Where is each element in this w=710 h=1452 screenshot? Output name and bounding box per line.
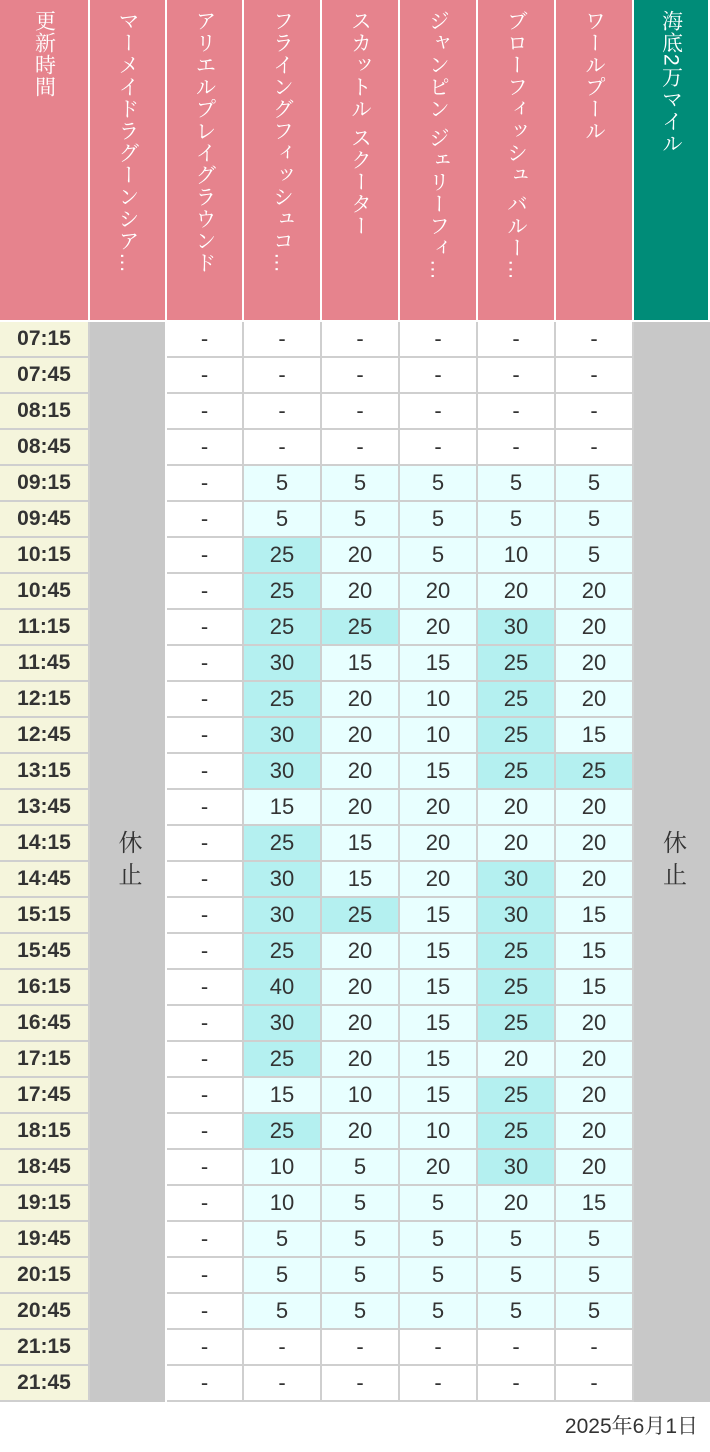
wait-time-cell: 30 — [244, 646, 322, 682]
wait-time-cell: 10 — [244, 1186, 322, 1222]
wait-time-cell: - — [167, 394, 244, 430]
wait-time-cell: 20 — [478, 1186, 556, 1222]
wait-time-cell: 20 — [322, 754, 400, 790]
wait-time-cell: - — [167, 466, 244, 502]
time-label: 18:15 — [0, 1114, 90, 1150]
column-header — [90, 0, 167, 320]
wait-time-cell: 5 — [400, 1186, 478, 1222]
column-header-label: スカットル スクーター — [348, 10, 372, 237]
wait-time-cell: 20 — [478, 826, 556, 862]
wait-time-cell: - — [167, 1186, 244, 1222]
wait-time-cell: - — [322, 358, 400, 394]
wait-time-cell: 25 — [244, 574, 322, 610]
wait-time-cell: - — [478, 1330, 556, 1366]
wait-time-cell: 5 — [556, 1258, 634, 1294]
closed-status — [634, 322, 710, 1402]
wait-time-cell: - — [400, 1366, 478, 1402]
wait-time-cell: 20 — [322, 538, 400, 574]
time-label: 14:45 — [0, 862, 90, 898]
time-label: 18:45 — [0, 1150, 90, 1186]
column-header — [400, 0, 478, 320]
column-header — [244, 0, 322, 320]
wait-time-cell: - — [322, 322, 400, 358]
wait-time-cell: - — [556, 394, 634, 430]
time-label: 17:45 — [0, 1078, 90, 1114]
wait-time-cell: 15 — [556, 934, 634, 970]
wait-time-cell: - — [244, 1366, 322, 1402]
time-label: 21:45 — [0, 1366, 90, 1402]
time-label: 08:45 — [0, 430, 90, 466]
time-label: 10:15 — [0, 538, 90, 574]
wait-time-cell: - — [167, 1042, 244, 1078]
time-label: 10:45 — [0, 574, 90, 610]
wait-time-cell: 15 — [244, 1078, 322, 1114]
wait-time-cell: - — [167, 1294, 244, 1330]
wait-time-cell: - — [556, 1366, 634, 1402]
wait-time-cell: 25 — [478, 1006, 556, 1042]
wait-time-cell: 5 — [322, 1186, 400, 1222]
wait-time-cell: - — [400, 394, 478, 430]
column-header-label: ワールプール — [582, 10, 606, 142]
wait-time-cell: - — [167, 1006, 244, 1042]
wait-time-cell: 20 — [322, 682, 400, 718]
wait-time-cell: 20 — [322, 970, 400, 1006]
wait-time-cell: 20 — [400, 862, 478, 898]
wait-time-cell: 20 — [400, 1150, 478, 1186]
wait-time-cell: - — [167, 610, 244, 646]
wait-time-cell: 5 — [478, 466, 556, 502]
wait-time-cell: 20 — [322, 1114, 400, 1150]
wait-time-cell: - — [556, 322, 634, 358]
wait-time-cell: 5 — [322, 1294, 400, 1330]
wait-time-cell: - — [322, 430, 400, 466]
wait-time-cell: - — [478, 322, 556, 358]
wait-time-cell: 10 — [322, 1078, 400, 1114]
wait-time-cell: 5 — [478, 502, 556, 538]
wait-time-cell: 20 — [556, 1078, 634, 1114]
wait-time-cell: - — [167, 934, 244, 970]
wait-time-cell: - — [167, 430, 244, 466]
time-label: 11:15 — [0, 610, 90, 646]
wait-time-cell: 15 — [400, 970, 478, 1006]
wait-time-cell: - — [167, 1150, 244, 1186]
time-label: 12:15 — [0, 682, 90, 718]
wait-time-cell: 15 — [556, 970, 634, 1006]
wait-time-cell: 10 — [400, 1114, 478, 1150]
time-label: 21:15 — [0, 1330, 90, 1366]
wait-time-cell: 5 — [400, 1258, 478, 1294]
wait-time-cell: 5 — [244, 466, 322, 502]
wait-time-cell: 10 — [244, 1150, 322, 1186]
wait-time-cell: 5 — [322, 1258, 400, 1294]
wait-time-cell: 25 — [244, 538, 322, 574]
wait-time-cell: 25 — [244, 934, 322, 970]
wait-time-cell: - — [478, 394, 556, 430]
wait-time-cell: - — [478, 1366, 556, 1402]
wait-time-cell: 15 — [400, 1042, 478, 1078]
wait-time-cell: 25 — [322, 610, 400, 646]
wait-time-cell: 5 — [322, 1222, 400, 1258]
wait-time-cell: 15 — [400, 898, 478, 934]
wait-time-cell: 25 — [244, 1114, 322, 1150]
wait-time-cell: 5 — [556, 538, 634, 574]
wait-time-cell: 10 — [478, 538, 556, 574]
wait-time-cell: 20 — [322, 934, 400, 970]
time-label: 13:15 — [0, 754, 90, 790]
closed-status-label: 休止 — [114, 830, 141, 894]
wait-time-cell: 20 — [556, 790, 634, 826]
wait-time-cell: - — [244, 1330, 322, 1366]
wait-time-cell: - — [167, 358, 244, 394]
wait-time-cell: 20 — [556, 826, 634, 862]
wait-time-cell: 20 — [478, 790, 556, 826]
column-header — [322, 0, 400, 320]
wait-time-cell: 15 — [244, 790, 322, 826]
wait-time-cell: 20 — [556, 1042, 634, 1078]
column-header — [478, 0, 556, 320]
wait-time-cell: 5 — [556, 466, 634, 502]
wait-time-cell: 25 — [478, 1078, 556, 1114]
wait-time-cell: 30 — [478, 610, 556, 646]
wait-time-cell: - — [167, 1366, 244, 1402]
closed-status-label: 休止 — [658, 830, 686, 894]
time-label: 08:15 — [0, 394, 90, 430]
update-date: 2025年6月1日 — [564, 1415, 698, 1438]
wait-time-cell: 20 — [322, 790, 400, 826]
wait-time-cell: 5 — [556, 1294, 634, 1330]
wait-time-cell: - — [167, 1078, 244, 1114]
header-time — [0, 0, 90, 320]
time-label: 20:15 — [0, 1258, 90, 1294]
wait-time-cell: 25 — [478, 934, 556, 970]
column-header-label: ジャンピン ジェリーフィ… — [426, 10, 450, 281]
wait-time-cell: 15 — [400, 1006, 478, 1042]
wait-time-cell: 25 — [478, 718, 556, 754]
time-label: 07:15 — [0, 322, 90, 358]
wait-time-cell: 5 — [556, 1222, 634, 1258]
time-label: 14:15 — [0, 826, 90, 862]
wait-time-cell: 20 — [556, 1114, 634, 1150]
wait-time-cell: - — [167, 682, 244, 718]
wait-time-cell: 20 — [556, 862, 634, 898]
column-header — [556, 0, 634, 320]
wait-time-cell: - — [167, 1114, 244, 1150]
wait-time-cell: - — [167, 1330, 244, 1366]
wait-time-cell: - — [167, 538, 244, 574]
wait-time-cell: 10 — [400, 718, 478, 754]
time-label: 17:15 — [0, 1042, 90, 1078]
wait-time-cell: 20 — [556, 1150, 634, 1186]
wait-time-cell: 20 — [556, 646, 634, 682]
wait-time-cell: 20 — [400, 826, 478, 862]
wait-time-cell: - — [478, 430, 556, 466]
wait-time-cell: 5 — [556, 502, 634, 538]
wait-time-cell: - — [400, 358, 478, 394]
column-header-label: ブローフィッシュ バルー… — [504, 10, 528, 281]
wait-time-cell: - — [167, 898, 244, 934]
wait-time-cell: 5 — [244, 1222, 322, 1258]
closed-status — [90, 322, 165, 1402]
wait-time-cell: - — [244, 358, 322, 394]
column-header — [167, 0, 244, 320]
wait-time-cell: 30 — [244, 898, 322, 934]
wait-time-cell: - — [244, 430, 322, 466]
wait-time-cell: 25 — [244, 826, 322, 862]
wait-time-cell: 20 — [556, 610, 634, 646]
wait-time-cell: 30 — [478, 862, 556, 898]
column-header-label: マーメイドラグーンシア… — [116, 10, 139, 274]
wait-time-cell: 15 — [400, 1078, 478, 1114]
wait-time-cell: 30 — [478, 1150, 556, 1186]
wait-time-cell: - — [322, 1330, 400, 1366]
time-label: 07:45 — [0, 358, 90, 394]
wait-time-cell: 5 — [322, 502, 400, 538]
time-label: 20:45 — [0, 1294, 90, 1330]
column-header-label: 更新時間 — [32, 10, 56, 98]
time-label: 16:45 — [0, 1006, 90, 1042]
wait-time-cell: 30 — [244, 1006, 322, 1042]
wait-time-cell: 30 — [244, 718, 322, 754]
wait-time-cell: 5 — [400, 466, 478, 502]
wait-time-cell: - — [167, 718, 244, 754]
wait-time-cell: 5 — [400, 538, 478, 574]
wait-time-cell: 15 — [400, 646, 478, 682]
wait-time-cell: 40 — [244, 970, 322, 1006]
wait-time-cell: 25 — [244, 610, 322, 646]
time-label: 15:15 — [0, 898, 90, 934]
wait-time-cell: 25 — [478, 646, 556, 682]
wait-time-cell: - — [167, 1222, 244, 1258]
wait-time-cell: 30 — [244, 862, 322, 898]
time-label: 09:15 — [0, 466, 90, 502]
wait-time-cell: 20 — [400, 790, 478, 826]
wait-time-cell: - — [167, 862, 244, 898]
wait-time-cell: 20 — [556, 682, 634, 718]
wait-time-cell: 25 — [478, 1114, 556, 1150]
wait-time-cell: 20 — [478, 574, 556, 610]
wait-time-cell: 25 — [244, 682, 322, 718]
wait-time-cell: 5 — [400, 1222, 478, 1258]
wait-time-cell: - — [244, 322, 322, 358]
wait-time-cell: - — [167, 754, 244, 790]
wait-time-cell: - — [478, 358, 556, 394]
wait-time-cell: 10 — [400, 682, 478, 718]
wait-time-cell: - — [400, 430, 478, 466]
wait-time-cell: 5 — [322, 466, 400, 502]
wait-time-cell: 25 — [556, 754, 634, 790]
wait-time-cell: 20 — [400, 574, 478, 610]
wait-time-cell: 5 — [478, 1258, 556, 1294]
wait-time-cell: 30 — [244, 754, 322, 790]
wait-time-cell: 15 — [322, 646, 400, 682]
time-label: 13:45 — [0, 790, 90, 826]
wait-time-cell: 15 — [400, 754, 478, 790]
wait-time-cell: 5 — [244, 502, 322, 538]
time-label: 15:45 — [0, 934, 90, 970]
wait-time-cell: - — [400, 322, 478, 358]
wait-time-cell: 5 — [400, 502, 478, 538]
wait-time-cell: - — [167, 970, 244, 1006]
time-label: 16:15 — [0, 970, 90, 1006]
wait-time-cell: 30 — [478, 898, 556, 934]
wait-time-cell: 20 — [322, 1006, 400, 1042]
column-header-label: 海底2万マイル — [659, 10, 683, 155]
wait-time-cell: - — [167, 826, 244, 862]
wait-time-cell: 25 — [322, 898, 400, 934]
wait-time-cell: 15 — [556, 1186, 634, 1222]
time-label: 19:15 — [0, 1186, 90, 1222]
wait-time-cell: 20 — [322, 718, 400, 754]
wait-time-cell: 15 — [556, 718, 634, 754]
column-header — [634, 0, 710, 320]
wait-time-cell: 15 — [322, 862, 400, 898]
wait-time-cell: 20 — [556, 1006, 634, 1042]
wait-time-cell: - — [400, 1330, 478, 1366]
wait-time-cell: 20 — [322, 1042, 400, 1078]
wait-time-cell: 25 — [478, 754, 556, 790]
column-header-label: フライングフィッシュコ… — [270, 10, 294, 274]
wait-time-cell: - — [322, 1366, 400, 1402]
time-label: 09:45 — [0, 502, 90, 538]
wait-time-cell: 20 — [478, 1042, 556, 1078]
wait-time-cell: 20 — [400, 610, 478, 646]
wait-time-cell: - — [556, 1330, 634, 1366]
wait-time-cell: - — [556, 430, 634, 466]
wait-time-cell: 5 — [400, 1294, 478, 1330]
wait-time-cell: - — [167, 1258, 244, 1294]
wait-time-cell: 5 — [478, 1222, 556, 1258]
wait-time-cell: 5 — [322, 1150, 400, 1186]
wait-time-cell: - — [167, 646, 244, 682]
wait-time-cell: - — [167, 790, 244, 826]
wait-time-cell: - — [167, 574, 244, 610]
wait-time-cell: 20 — [322, 574, 400, 610]
wait-time-cell: - — [244, 394, 322, 430]
wait-time-cell: - — [556, 358, 634, 394]
wait-time-cell: - — [167, 502, 244, 538]
wait-time-cell: 20 — [556, 574, 634, 610]
wait-time-cell: 25 — [478, 970, 556, 1006]
wait-time-cell: 25 — [244, 1042, 322, 1078]
wait-time-cell: 15 — [400, 934, 478, 970]
wait-time-cell: - — [322, 394, 400, 430]
wait-time-cell: 15 — [322, 826, 400, 862]
wait-time-cell: 5 — [244, 1258, 322, 1294]
wait-time-cell: 5 — [244, 1294, 322, 1330]
wait-time-cell: 5 — [478, 1294, 556, 1330]
time-label: 11:45 — [0, 646, 90, 682]
wait-time-cell: 15 — [556, 898, 634, 934]
time-label: 12:45 — [0, 718, 90, 754]
time-label: 19:45 — [0, 1222, 90, 1258]
wait-time-cell: 25 — [478, 682, 556, 718]
wait-time-cell: - — [167, 322, 244, 358]
column-header-label: アリエルプレイグラウンド — [193, 10, 216, 274]
